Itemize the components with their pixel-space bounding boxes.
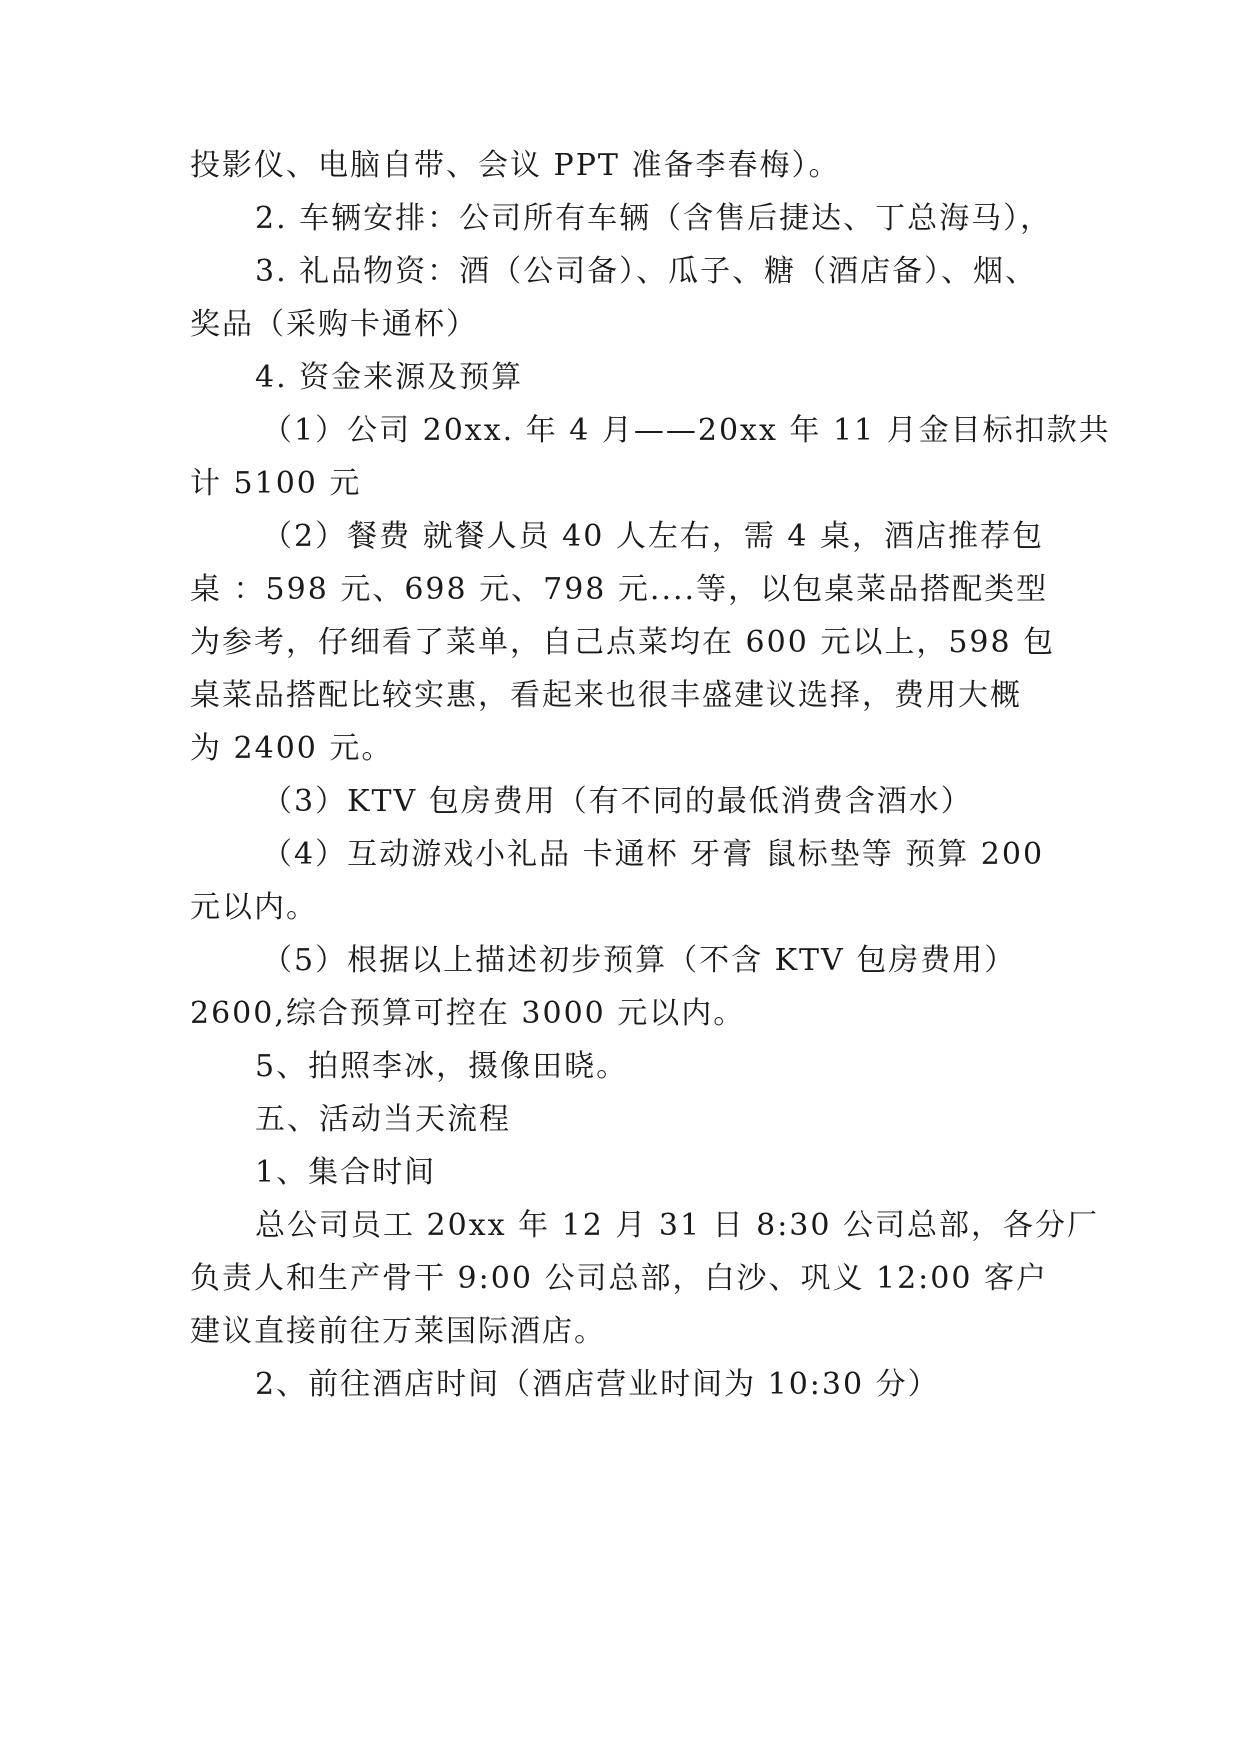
text-line: 计 5100 元 bbox=[190, 466, 362, 501]
text-line: 投影仪、电脑自带、会议 PPT 准备李春梅）。 bbox=[190, 148, 841, 183]
text-line: 奖品（采购卡通杯） bbox=[190, 307, 478, 342]
text-line: 为参考，仔细看了菜单，自己点菜均在 600 元以上，598 包 bbox=[190, 625, 1056, 660]
text-line: （1）公司 20xx. 年 4 月——20xx 年 11 月金目标扣款共 bbox=[262, 413, 1111, 448]
text-line: 2、前往酒店时间（酒店营业时间为 10:30 分） bbox=[255, 1367, 940, 1402]
text-line: 负责人和生产骨干 9:00 公司总部，白沙、巩义 12:00 客户 bbox=[190, 1261, 1048, 1296]
text-line: 2. 车辆安排：公司所有车辆（含售后捷达、丁总海马）， bbox=[255, 201, 1053, 236]
text-line: （5）根据以上描述初步预算（不含 KTV 包房费用） bbox=[262, 943, 1017, 978]
text-line: 5、拍照李冰，摄像田晓。 bbox=[255, 1049, 629, 1084]
text-line: 1、集合时间 bbox=[255, 1155, 437, 1190]
text-line: （3）KTV 包房费用（有不同的最低消费含酒水） bbox=[262, 784, 973, 819]
text-line: 4. 资金来源及预算 bbox=[255, 360, 524, 395]
section-heading: 五、活动当天流程 bbox=[255, 1102, 511, 1137]
text-line: 元以内。 bbox=[190, 890, 318, 925]
text-line: （4）互动游戏小礼品 卡通杯 牙膏 鼠标垫等 预算 200 bbox=[262, 837, 1045, 872]
text-line: 2600,综合预算可控在 3000 元以内。 bbox=[190, 996, 746, 1031]
text-line: 3. 礼品物资：酒（公司备）、瓜子、糖（酒店备）、烟、 bbox=[255, 254, 1038, 289]
text-line: 为 2400 元。 bbox=[190, 731, 394, 766]
text-line: 总公司员工 20xx 年 12 月 31 日 8:30 公司总部，各分厂 bbox=[255, 1208, 1100, 1243]
text-line: （2）餐费 就餐人员 40 人左右，需 4 桌，酒店推荐包 bbox=[262, 519, 1045, 554]
text-line: 桌菜品搭配比较实惠，看起来也很丰盛建议选择，费用大概 bbox=[190, 678, 1022, 713]
text-line: 建议直接前往万莱国际酒店。 bbox=[190, 1314, 606, 1349]
text-line: 桌 ：598 元、698 元、798 元....等，以包桌菜品搭配类型 bbox=[190, 572, 1049, 607]
